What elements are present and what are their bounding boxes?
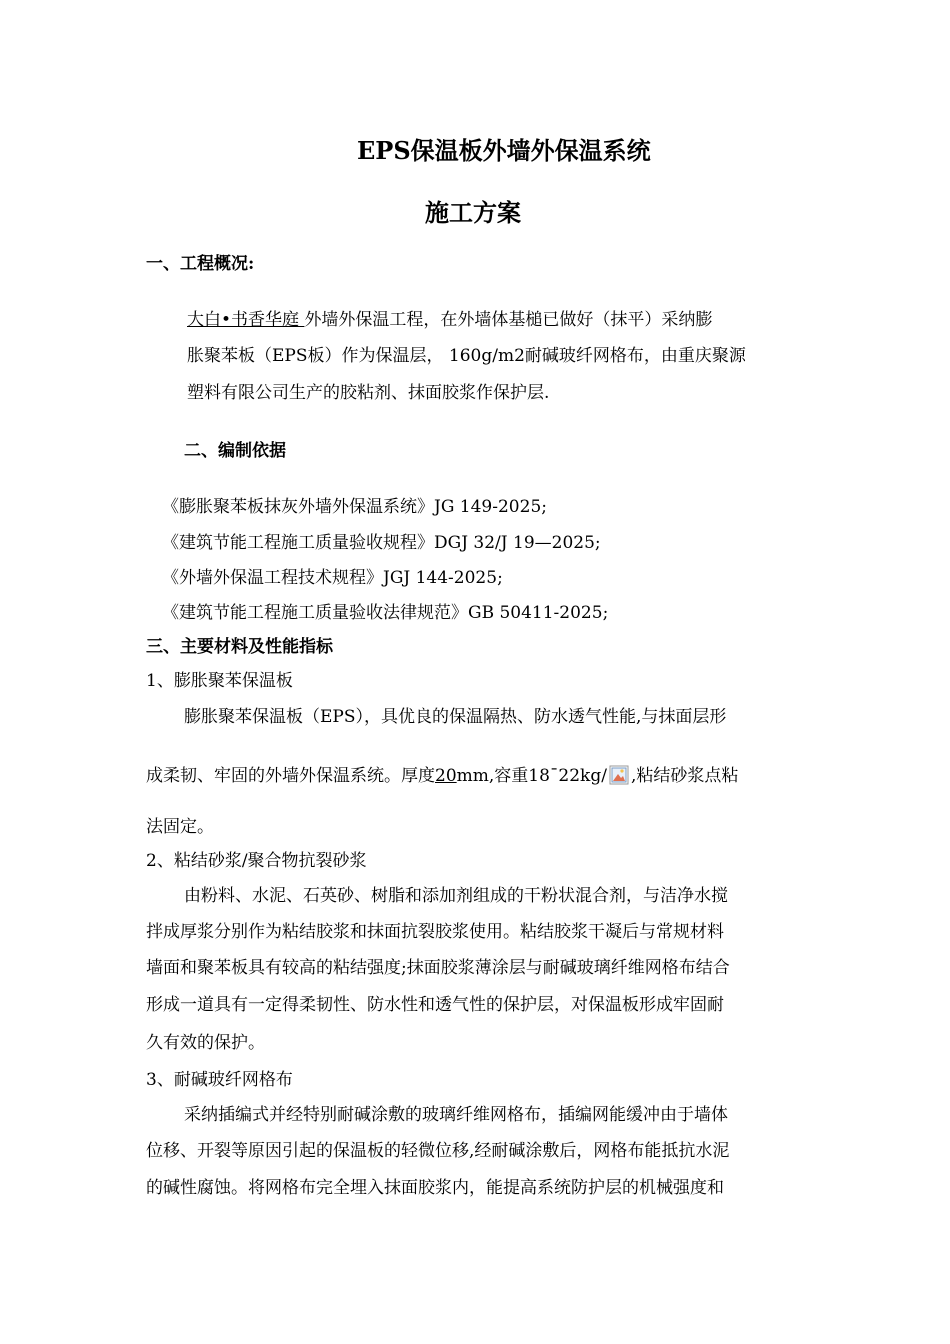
item-title: 3、耐碱玻纤网格布 [146, 1070, 293, 1090]
reference-item: 《建筑节能工程施工质量验收规程》DGJ 32/J 19—2025; [162, 533, 601, 553]
document-subtitle: 施工方案 [425, 198, 521, 227]
paragraph-line: 拌成厚浆分别作为粘结胶浆和抹面抗裂胶浆使用。粘结胶浆干凝后与常规材料 [146, 922, 724, 942]
paragraph-line: 法固定。 [146, 817, 214, 837]
item-title: 2、粘结砂浆/聚合物抗裂砂浆 [146, 851, 367, 871]
thickness-value: 20 [435, 766, 457, 786]
section-heading-materials: 三、主要材料及性能指标 [146, 637, 333, 657]
reference-item: 《外墙外保温工程技术规程》JGJ 144-2025; [162, 568, 503, 588]
paragraph-text: 外墙外保温工程，在外墙体基槌已做好（抹平）采纳膨 [304, 310, 713, 330]
paragraph-line: 由粉料、水泥、石英砂、树脂和添加剂组成的干粉状混合剂，与洁净水搅 [184, 886, 728, 906]
paragraph-line: 位移、开裂等原因引起的保温板的轻微位移,经耐碱涂敷后，网格布能抵抗水泥 [146, 1141, 730, 1161]
paragraph-line: 膨胀聚苯保温板（EPS），具优良的保温隔热、防水透气性能,与抹面层形 [184, 707, 727, 727]
paragraph-line: 采纳插编式并经特别耐碱涂敷的玻璃纤维网格布，插编网能缓冲由于墙体 [184, 1105, 728, 1125]
section-heading-overview: 一、工程概况: [146, 254, 255, 274]
broken-image-icon [609, 765, 629, 785]
paragraph-line: 的碱性腐蚀。将网格布完全埋入抹面胶浆内，能提高系统防护层的机械强度和 [146, 1178, 724, 1198]
paragraph-text: mm,容重18¯22kg/ [456, 766, 607, 786]
paragraph-line: 胀聚苯板（EPS板）作为保温层， 160g/m2耐碱玻纤网格布，由重庆聚源 [187, 346, 746, 366]
paragraph-line [187, 309, 712, 331]
paragraph-line: 久有效的保护。 [146, 1033, 265, 1053]
reference-item: 《建筑节能工程施工质量验收法律规范》GB 50411-2025; [162, 603, 609, 623]
paragraph-text: ,粘结砂浆点粘 [630, 766, 739, 786]
reference-item: 《膨胀聚苯板抹灰外墙外保温系统》JG 149-2025; [162, 497, 547, 517]
item-title: 1、膨胀聚苯保温板 [146, 671, 293, 691]
paragraph-line: 形成一道具有一定得柔韧性、防水性和透气性的保护层，对保温板形成牢固耐 [146, 995, 724, 1015]
document-title: EPS保温板外墙外保温系统 [357, 136, 651, 165]
paragraph-line [146, 765, 738, 787]
paragraph-text: 成柔韧、牢固的外墙外保温系统。厚度 [146, 766, 435, 786]
section-heading-basis: 二、编制依据 [184, 441, 286, 461]
paragraph-line: 塑料有限公司生产的胶粘剂、抹面胶浆作保护层. [187, 383, 550, 403]
paragraph-line: 墙面和聚苯板具有较高的粘结强度;抹面胶浆薄涂层与耐碱玻璃纤维网格布结合 [146, 958, 730, 978]
project-name: 大白•书香华庭 [187, 310, 305, 330]
